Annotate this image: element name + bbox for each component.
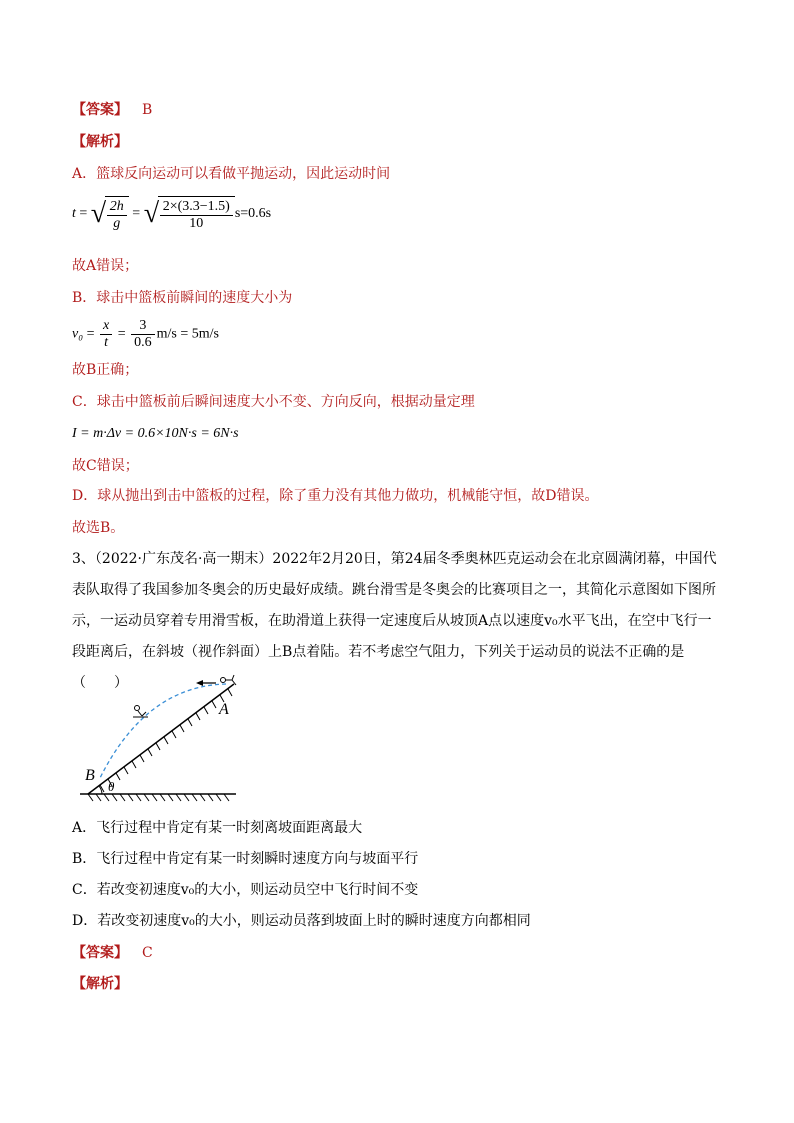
conclusion-a: 故A错误； bbox=[72, 258, 139, 274]
label-a: A bbox=[219, 701, 229, 718]
formula-a-den2: 10 bbox=[189, 216, 204, 231]
answer-tag-2: 【答案】 bbox=[72, 945, 128, 961]
formula-b-num2: 3 bbox=[131, 318, 155, 335]
analysis-tag: 【解析】 bbox=[72, 134, 128, 150]
trajectory-path bbox=[100, 684, 226, 778]
formula-b-tail: m/s = 5m/s bbox=[156, 326, 219, 342]
item-a-text: A．篮球反向运动可以看做平抛运动，因此运动时间 bbox=[72, 166, 391, 182]
option-c: C．若改变初速度v₀的大小，则运动员空中飞行时间不变 bbox=[72, 882, 419, 898]
formula-b-den2: 0.6 bbox=[134, 335, 152, 350]
answer-line-1 bbox=[72, 100, 152, 120]
option-b: B．飞行过程中肯定有某一时刻瞬时速度方向与坡面平行 bbox=[72, 851, 419, 867]
label-theta: θ bbox=[108, 779, 115, 794]
formula-a: t = √ $\frac{2h}{g}$ = √ $\frac{2\times(3.3-1.5)}{10}$ s=0.6s bbox=[72, 198, 272, 231]
conclusion-c: 故C错误； bbox=[72, 458, 139, 474]
formula-a-den1: g bbox=[113, 216, 121, 231]
formula-b-lhs: v₀ bbox=[72, 326, 84, 342]
formula-b-den1: t bbox=[104, 335, 109, 350]
formula-c: I = m·Δv = 0.6×10N·s = 6N·s bbox=[72, 426, 239, 441]
formula-a-num1: 2h bbox=[107, 199, 127, 216]
answer-line-2 bbox=[72, 943, 153, 963]
sqrt-1: √ $\frac{2h}{g}$ bbox=[91, 196, 129, 232]
formula-a-lhs: t bbox=[72, 206, 76, 222]
ski-jump-figure bbox=[76, 670, 246, 805]
label-b: B bbox=[85, 767, 95, 784]
answer-value-2: C bbox=[142, 945, 153, 961]
formula-b-num1: x bbox=[100, 318, 112, 335]
option-a: A．飞行过程中肯定有某一时刻离坡面距离最大 bbox=[72, 820, 363, 836]
option-d: D．若改变初速度v₀的大小，则运动员落到坡面上时的瞬时速度方向都相同 bbox=[72, 913, 531, 929]
item-c-text: C．球击中篮板前后瞬间速度大小不变、方向反向，根据动量定理 bbox=[72, 394, 475, 410]
conclusion-b: 故B正确； bbox=[72, 362, 139, 378]
question-3-text: 3、（2022·广东茂名·高一期末）2022年2月20日，第24届冬季奥林匹克运动会在北京圆满闭幕，中国代表队取得了我国参加冬奥会的历史最好成绩。跳台滑雪是冬奥会的比赛项目之一，其简化示意图如下图所示，一运动员穿着专用滑雪板，在助滑道上获得一定速度后从坡顶A点以速度v₀水平飞出，在空中飞行一段距离后，在斜坡（视作斜面）上B点着陆。若不考虑空气阻力，下列关于运动员的说法不正确的是（ ） bbox=[72, 551, 717, 691]
slope-line bbox=[88, 684, 234, 794]
final-choice: 故选B。 bbox=[72, 520, 125, 536]
sqrt-2: √ $\frac{2\times(3.3-1.5)}{10}$ bbox=[144, 196, 235, 232]
answer-value: B bbox=[142, 102, 153, 118]
item-d-text: D．球从抛出到击中篮板的过程，除了重力没有其他力做功，机械能守恒，故D错误。 bbox=[72, 488, 599, 504]
formula-a-tail: s=0.6s bbox=[234, 206, 272, 222]
item-b-text: B．球击中篮板前瞬间的速度大小为 bbox=[72, 290, 293, 306]
answer-tag: 【答案】 bbox=[72, 102, 128, 118]
formula-b: v₀ = $\frac{x}{t}$ = $\frac{3}{0.6}$ m/s = 5m/s bbox=[72, 318, 219, 350]
formula-a-num2: 2×(3.3−1.5) bbox=[160, 199, 233, 216]
analysis-tag-2: 【解析】 bbox=[72, 976, 128, 992]
